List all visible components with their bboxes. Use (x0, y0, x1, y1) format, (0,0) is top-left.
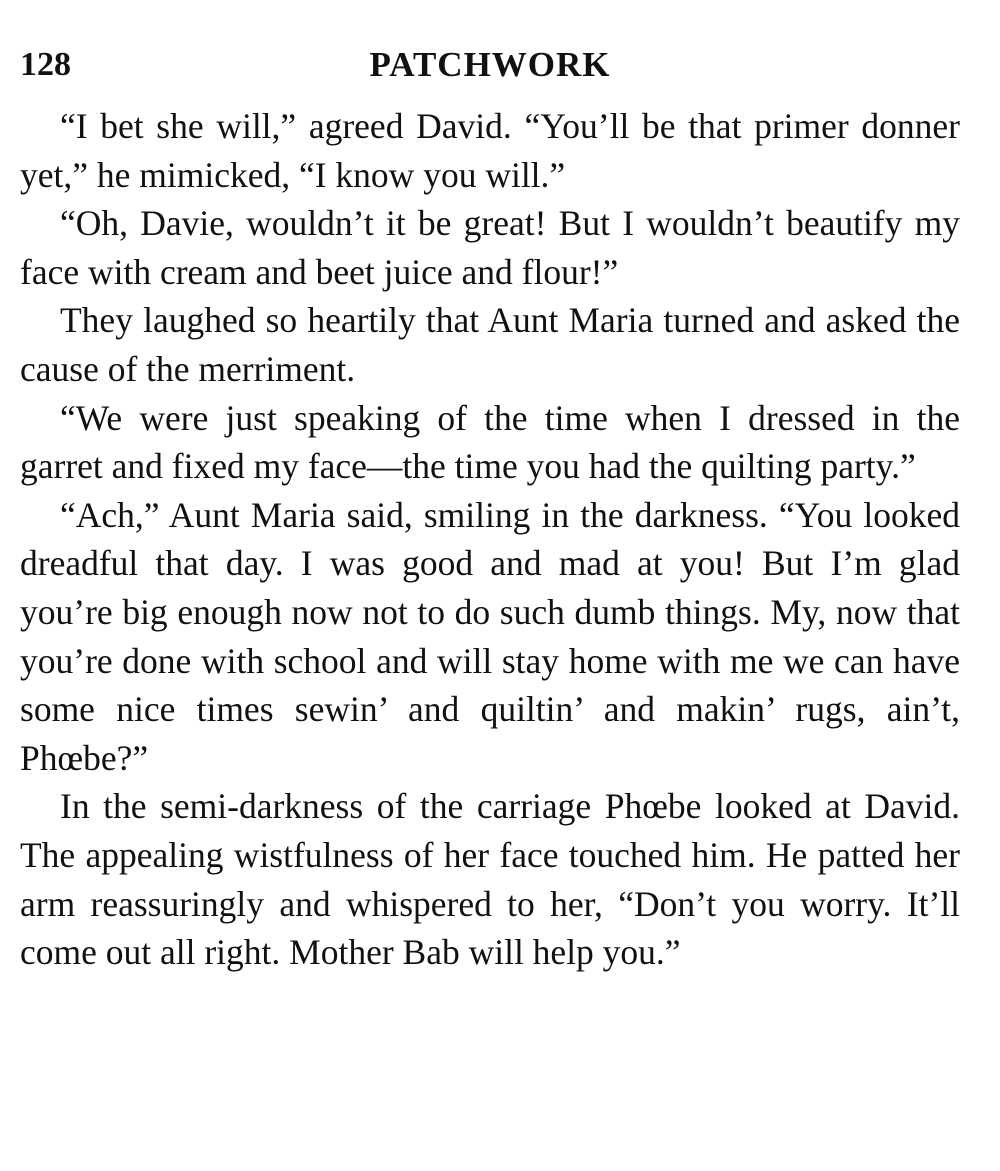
paragraph-5: “Ach,” Aunt Maria said, smiling in the darkness. “You looked dreadful that day. I was good and mad at you! But I’m glad you’re big enough now not to do such dumb things. My, now that you’re done with school and will stay home with me we can have some nice times sewin’ and quiltin’ and makin’ rugs, ain’t, Phœbe?” (20, 494, 960, 778)
page-number: 128 (20, 46, 71, 83)
paragraph-4: “We were just speaking of the time when I dressed in the garret and fixed my face—the time you had the quilting party.” (20, 397, 960, 487)
body-text (20, 102, 960, 977)
paragraph-2: “Oh, Davie, wouldn’t it be great! But I wouldn’t beautify my face with cream and beet juice and flour!” (20, 203, 960, 292)
book-page (20, 40, 960, 977)
running-head (20, 40, 960, 90)
paragraph-3: They laughed so heartily that Aunt Maria turned and asked the cause of the merriment. (20, 300, 960, 389)
paragraph-6: In the semi-darkness of the carriage Phœbe looked at David. The appealing wistfulness of her face touched him. He patted her arm reassuringly and whispered to her, “Don’t you worry. It’ll come out all right. Mother Bab will help you.” (20, 786, 960, 973)
paragraph-1: “I bet she will,” agreed David. “You’ll be that primer donner yet,” he mimicked, “I know you will.” (20, 106, 960, 195)
running-title: PATCHWORK (369, 45, 611, 84)
